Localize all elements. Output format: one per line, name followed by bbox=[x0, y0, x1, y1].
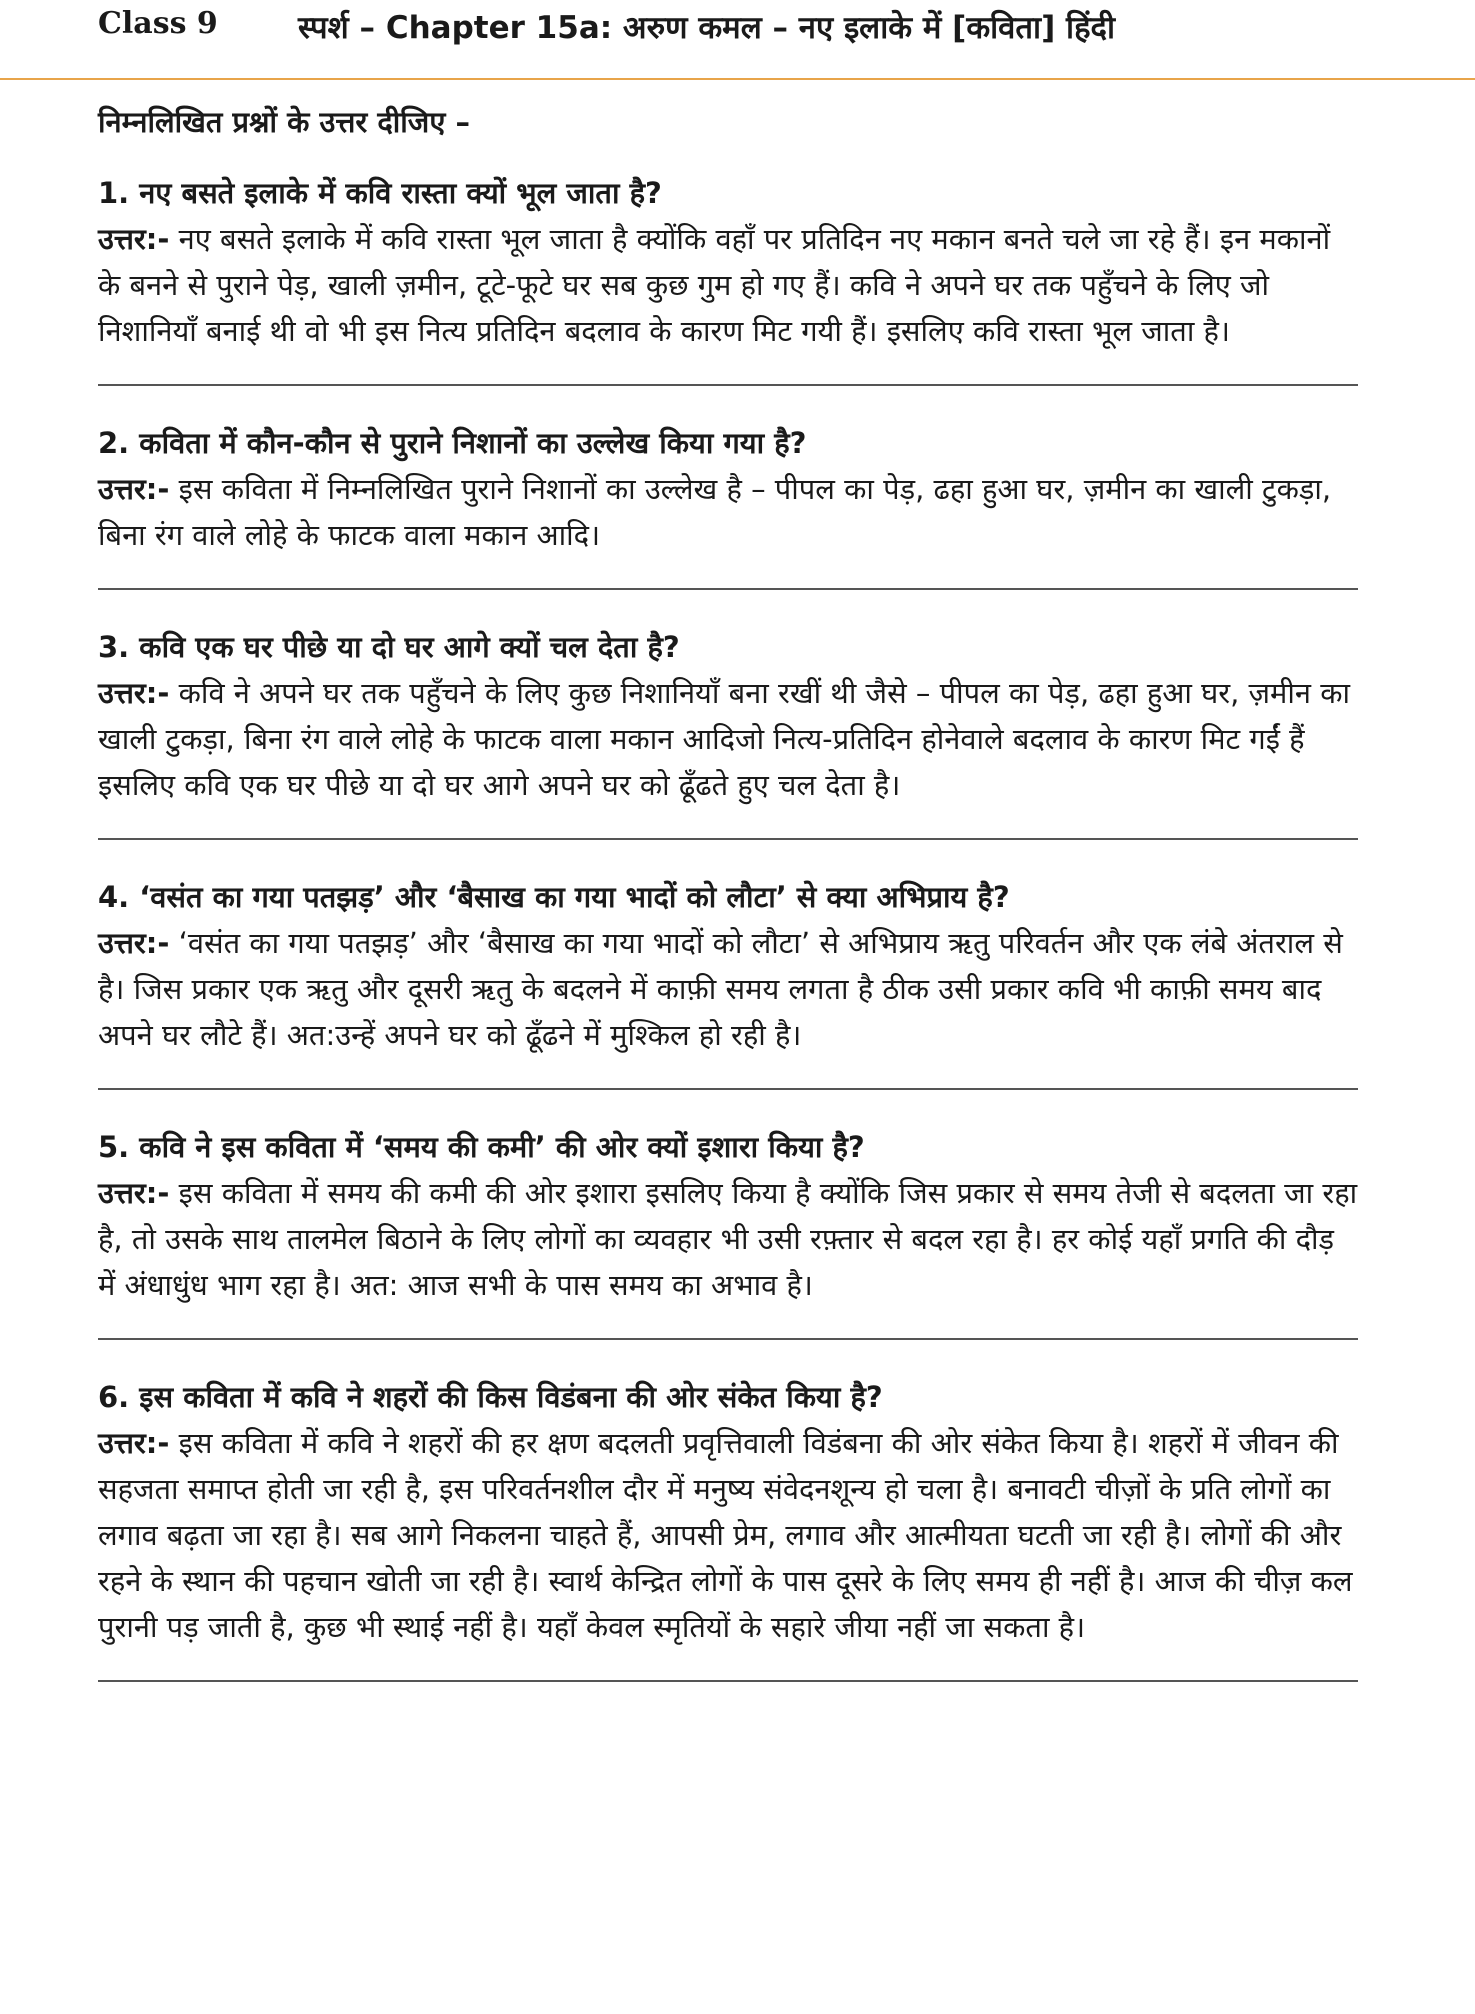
answer-2-text: इस कविता में निम्नलिखित पुराने निशानों का उल्लेख है – पीपल का पेड़, ढहा हुआ घर, ज़मीन का खाली टुकड़ा, बिना रंग वाले लोहे के फाटक वाला मकान आदि। bbox=[98, 472, 1332, 552]
answer-label: उत्तर:- bbox=[98, 1426, 170, 1460]
worksheet-content bbox=[98, 100, 1358, 1716]
qa-item-1 bbox=[98, 170, 1358, 354]
question-3: 3. कवि एक घर पीछे या दो घर आगे क्यों चल देता है? bbox=[98, 630, 680, 664]
answer-5 bbox=[98, 1170, 1358, 1308]
answer-label: उत्तर:- bbox=[98, 472, 170, 506]
answer-6 bbox=[98, 1420, 1358, 1650]
qa-item-5 bbox=[98, 1124, 1358, 1308]
answer-1-text: नए बसते इलाके में कवि रास्ता भूल जाता है क्योंकि वहाँ पर प्रतिदिन नए मकान बनते चले जा रहे हैं। इन मकानों के बनने से पुराने पेड़, खाली ज़मीन, टूटे-फूटे घर सब कुछ गुम हो गए हैं। कवि ने अपने घर तक पहुँचने के लिए जो निशानियाँ बनाई थी वो भी इस नित्य प्रतिदिन बदलाव के कारण मिट गयी हैं। इसलिए कवि रास्ता भूल जाता है। bbox=[98, 222, 1331, 348]
answer-label: उत्तर:- bbox=[98, 222, 170, 256]
qa-item-2 bbox=[98, 420, 1358, 558]
question-1: 1. नए बसते इलाके में कवि रास्ता क्यों भूल जाता है? bbox=[98, 176, 662, 210]
page-header bbox=[0, 0, 1475, 80]
answer-2 bbox=[98, 466, 1358, 558]
answer-label: उत्तर:- bbox=[98, 676, 170, 710]
instruction-heading: निम्नलिखित प्रश्नों के उत्तर दीजिए – bbox=[98, 105, 470, 139]
divider bbox=[98, 1088, 1358, 1090]
answer-4 bbox=[98, 920, 1358, 1058]
divider bbox=[98, 588, 1358, 590]
qa-item-4 bbox=[98, 874, 1358, 1058]
answer-label: उत्तर:- bbox=[98, 926, 170, 960]
chapter-title: स्पर्श – Chapter 15a: अरुण कमल – नए इलाके में [कविता] हिंदी bbox=[298, 10, 1116, 46]
divider bbox=[98, 384, 1358, 386]
answer-3-text: कवि ने अपने घर तक पहुँचने के लिए कुछ निशानियाँ बना रखीं थी जैसे – पीपल का पेड़, ढहा हुआ घर, ज़मीन का खाली टुकड़ा, बिना रंग वाले लोहे के फाटक वाला मकान आदिजो नित्य-प्रतिदिन होनेवाले बदलाव के कारण मिट गईं हैं इसलिए कवि एक घर पीछे या दो घर आगे अपने घर को ढूँढते हुए चल देता है। bbox=[98, 676, 1350, 802]
answer-3 bbox=[98, 670, 1358, 808]
question-6: 6. इस कविता में कवि ने शहरों की किस विडंबना की ओर संकेत किया है? bbox=[98, 1380, 883, 1414]
divider bbox=[98, 838, 1358, 840]
question-5: 5. कवि ने इस कविता में ‘समय की कमी’ की ओर क्यों इशारा किया है? bbox=[98, 1130, 865, 1164]
answer-1 bbox=[98, 216, 1358, 354]
answer-4-text: ‘वसंत का गया पतझड़’ और ‘बैसाख का गया भादों को लौटा’ से अभिप्राय ऋतु परिवर्तन और एक लंबे अंतराल से है। जिस प्रकार एक ऋतु और दूसरी ऋतु के बदलने में काफ़ी समय लगता है ठीक उसी प्रकार कवि भी काफ़ी समय बाद अपने घर लौटे हैं। अत:उन्हें अपने घर को ढूँढने में मुश्किल हो रही है। bbox=[98, 926, 1343, 1052]
divider bbox=[98, 1680, 1358, 1682]
question-4: 4. ‘वसंत का गया पतझड़’ और ‘बैसाख का गया भादों को लौटा’ से क्या अभिप्राय है? bbox=[98, 880, 1010, 914]
class-label: Class 9 bbox=[98, 6, 218, 41]
divider bbox=[98, 1338, 1358, 1340]
qa-item-6 bbox=[98, 1374, 1358, 1650]
answer-6-text: इस कविता में कवि ने शहरों की हर क्षण बदलती प्रवृत्तिवाली विडंबना की ओर संकेत किया है। शहरों में जीवन की सहजता समाप्त होती जा रही है, इस परिवर्तनशील दौर में मनुष्य संवेदनशून्य हो चला है। बनावटी चीज़ों के प्रति लोगों का लगाव बढ़ता जा रहा है। सब आगे निकलना चाहते हैं, आपसी प्रेम, लगाव और आत्मीयता घटती जा रही है। लोगों की और रहने के स्थान की पहचान खोती जा रही है। स्वार्थ केन्द्रित लोगों के पास दूसरे के लिए समय ही नहीं है। आज की चीज़ कल पुरानी पड़ जाती है, कुछ भी स्थाई नहीं है। यहाँ केवल स्मृतियों के सहारे जीया नहीं जा सकता है। bbox=[98, 1426, 1353, 1644]
answer-label: उत्तर:- bbox=[98, 1176, 170, 1210]
qa-item-3 bbox=[98, 624, 1358, 808]
question-2: 2. कविता में कौन-कौन से पुराने निशानों का उल्लेख किया गया है? bbox=[98, 426, 807, 460]
answer-5-text: इस कविता में समय की कमी की ओर इशारा इसलिए किया है क्योंकि जिस प्रकार से समय तेजी से बदलता जा रहा है, तो उसके साथ तालमेल बिठाने के लिए लोगों का व्यवहार भी उसी रफ़्तार से बदल रहा है। हर कोई यहाँ प्रगति की दौड़ में अंधाधुंध भाग रहा है। अत: आज सभी के पास समय का अभाव है। bbox=[98, 1176, 1358, 1302]
